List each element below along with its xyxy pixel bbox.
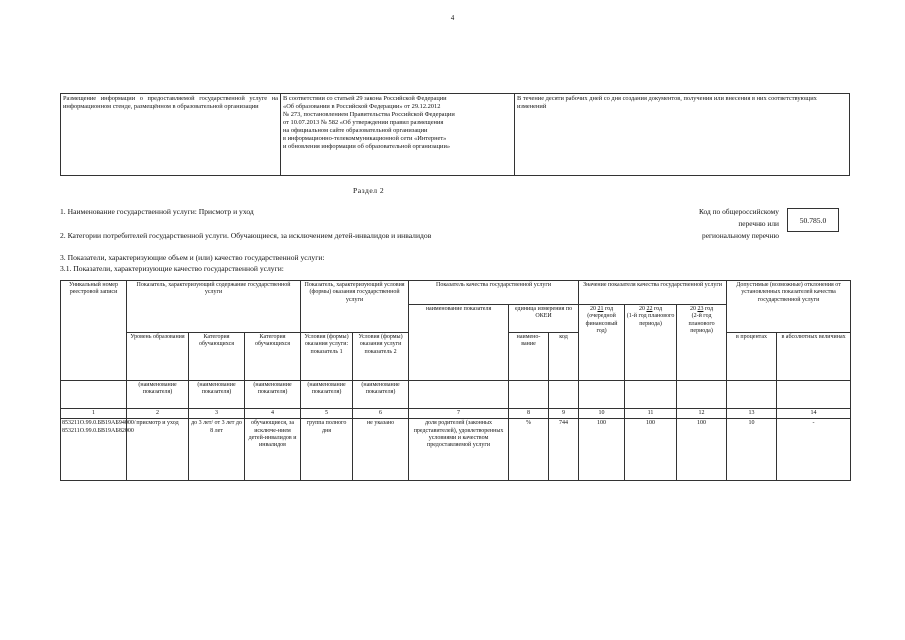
header-content-indicator: Показатель, характеризующий содержание государственной услуги (127, 281, 301, 333)
year-note: (2-й год планового периода) (688, 313, 715, 334)
info-placement-table (60, 93, 850, 176)
column-number: 13 (727, 409, 777, 419)
content-line: «Об образовании в Российской Федерации» от 29.12.2012 (283, 103, 441, 110)
year-prefix: 20 (689, 306, 696, 312)
header-year-3 (677, 305, 727, 381)
header-quality-indicator: Показатель качества государственной услуги (409, 281, 579, 305)
page-number: 4 (450, 14, 455, 22)
column-number: 11 (625, 409, 677, 419)
column-number: 3 (189, 409, 245, 419)
header-condition-2: Условия (формы) оказания услуги показатель 2 (353, 333, 409, 381)
consumer-categories: 2. Категории потребителей государственной услуги. Обучающиеся, за исключением детей-инвалидов и инвалидов (60, 231, 432, 240)
unit-code: 744 (549, 419, 579, 481)
year-note: (очередной финансовый год) (585, 313, 618, 334)
column-number: 9 (549, 409, 579, 419)
header-unit-name: наимено-вание (509, 333, 549, 381)
info-placement-content (281, 94, 515, 176)
indicator-name-label: (наименование показателя) (189, 381, 245, 409)
registry-code-box: 50.785.0 (787, 208, 839, 232)
year-number: 21 (597, 306, 604, 312)
content-line: на официальном сайте образовательной организации (283, 127, 428, 134)
unit-name: % (509, 419, 549, 481)
column-number: 14 (777, 409, 851, 419)
column-number: 12 (677, 409, 727, 419)
header-unique-number: Уникальный номер реестровой записи (61, 281, 127, 381)
deviation-percent: 10 (727, 419, 777, 481)
content-line: в информационно-телекоммуникационной сети «Интернет» (283, 135, 447, 142)
table-row (61, 419, 851, 481)
service-name: 1. Наименование государственной услуги: Присмотр и уход (60, 207, 254, 216)
header-unit: единица измерения по ОКЕИ (509, 305, 579, 333)
column-number: 6 (353, 409, 409, 419)
content-line: и обновления информации об образовательной организации» (283, 143, 451, 150)
quality-indicators-heading: 3.1. Показатели, характеризующие качество государственной услуги: (60, 264, 284, 273)
code-label-line: Код по общероссийскому (698, 207, 779, 216)
deviation-absolute: - (777, 419, 851, 481)
column-number: 1 (61, 409, 127, 419)
column-number: 5 (301, 409, 353, 419)
indicator-name-label: (наименование показателя) (245, 381, 301, 409)
condition-unspecified: не указано (353, 419, 409, 481)
header-year-1 (579, 305, 625, 381)
year-number: 23 (697, 306, 704, 312)
header-indicator-value: Значение показателя качества государственной услуги (579, 281, 727, 305)
header-conditions-indicator: Показатель, характеризующий условия (формы) оказания государственной услуги (301, 281, 409, 333)
info-placement-method: Размещение информации о предоставляемой государственной услуге на информационном стенде, размещённом в образовательной организации (61, 94, 281, 176)
indicator-name-label: (наименование показателя) (127, 381, 189, 409)
header-trainee-category: Категория обучающихся (245, 333, 301, 381)
column-number: 10 (579, 409, 625, 419)
header-indicator-name: наименование показателя (409, 305, 509, 381)
value-year-3: 100 (677, 419, 727, 481)
header-allowed-deviation: Допустимые (возможные) отклонения от установленных показателей качества государственной услуги (727, 281, 851, 333)
column-number: 4 (245, 409, 301, 419)
header-unit-code: код (549, 333, 579, 381)
header-condition-1: Условия (формы) оказания услуги: показатель 1 (301, 333, 353, 381)
code-label-line: региональному перечню (702, 231, 779, 240)
indicator-name-label: (наименование показателя) (301, 381, 353, 409)
student-category: обучающиеся, за исключе-нием детей-инвалидов и инвалидов (245, 419, 301, 481)
year-note: (1-й год планового периода) (626, 313, 675, 327)
indicator-name-label: (наименование показателя) (353, 381, 409, 409)
year-number: 22 (646, 306, 653, 312)
content-line: от 10.07.2013 № 582 «Об утверждении правил размещения (283, 119, 444, 126)
year-suffix: год (653, 306, 663, 312)
section-title: Раздел 2 (353, 186, 385, 195)
header-student-category: Категория обучающихся (189, 333, 245, 381)
year-suffix: год (704, 306, 714, 312)
code-label-line: перечню или (738, 219, 779, 228)
header-in-percent: в процентах (727, 333, 777, 381)
value-year-2: 100 (625, 419, 677, 481)
column-number: 2 (127, 409, 189, 419)
quality-indicator-name: доля родителей (законных представителей), удовлетворенных условиями и качеством предоставляемой услуги (409, 419, 509, 481)
header-education-level: Уровень образования (127, 333, 189, 381)
indicators-heading: 3. Показатели, характеризующие объем и (или) качество государственной услуги: (60, 253, 325, 262)
year-prefix: 20 (589, 306, 596, 312)
header-year-2 (625, 305, 677, 381)
age-group: до 3 лет/ от 3 лет до 8 лет (189, 419, 245, 481)
content-line: В соответствии со статьей 29 закона Российской Федерации (283, 95, 447, 102)
year-suffix: год (604, 306, 614, 312)
column-number: 7 (409, 409, 509, 419)
year-prefix: 20 (638, 306, 645, 312)
service-content: присмотр и уход (127, 419, 189, 481)
header-in-absolute: в абсолютных величинах (777, 333, 851, 381)
content-line: № 273, постановлением Правительства Российской Федерации (283, 111, 455, 118)
quality-indicators-table (60, 280, 851, 481)
info-update-frequency: В течение десяти рабочих дней со дня создания документов, получения или внесения в них соответствующих изменений (515, 94, 850, 176)
registry-record-id: 853211О.99.0.БВ19АБ94000/ 853211О.99.0.БВ19АБ82000 (61, 419, 127, 481)
group-type: группа полного дня (301, 419, 353, 481)
value-year-1: 100 (579, 419, 625, 481)
column-number: 8 (509, 409, 549, 419)
